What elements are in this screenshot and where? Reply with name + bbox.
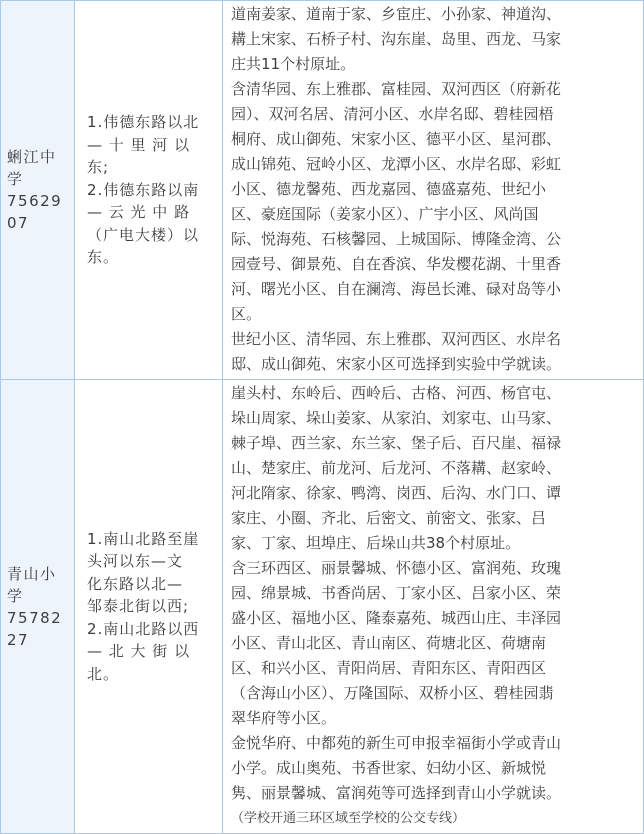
table-row — [1, 1, 644, 380]
area-line: 小学。成山奥苑、书香世家、妇幼小区、新城悦 — [231, 759, 547, 777]
area-cell — [223, 380, 644, 834]
boundary-line: 1.南山北路至崖 — [87, 529, 200, 548]
area-line: 园）、双河名居、清河小区、水岸名邸、碧桂园梧 — [231, 105, 554, 123]
area-line: 含清华园、东上雅郡、富桂园、双河西区（府新花 — [231, 80, 562, 98]
village-paragraph — [231, 381, 639, 556]
area-line: （含海山小区）、万隆国际、双桥小区、碧桂园翡 — [231, 684, 554, 702]
area-line: 盛小区、福地小区、隆泰嘉苑、城西山庄、丰泽园 — [231, 609, 562, 627]
area-line: 区、和兴小区、青阳尚居、青阳东区、青阳西区 — [231, 659, 547, 677]
area-line: 隽、丽景馨城、富润苑等可选择到青山小学就读。 — [231, 784, 562, 802]
boundary-line: 2.南山北路以西 — [87, 619, 200, 638]
area-line: 际、悦海苑、石核馨园、上城国际、博隆金湾、公 — [231, 230, 562, 248]
area-line: 园、绵景城、书香尚居、丁家小区、吕家小区、荣 — [231, 584, 562, 602]
school-code-line: 75629 — [7, 192, 63, 210]
school-code-line: 07 — [7, 214, 30, 232]
boundary-line: 东; — [87, 158, 110, 177]
area-line: 河、曙光小区、自在澜湾、海邑长滩、碌对岛等小 — [231, 280, 562, 298]
area-line: 区。 — [231, 305, 262, 323]
village-paragraph — [231, 2, 639, 77]
school-code-line: 27 — [7, 630, 30, 649]
area-line: 翠华府等小区。 — [231, 709, 337, 727]
boundary-line: — 十 里 河 以 — [87, 135, 191, 154]
area-line: 道南姜家、道南于家、乡宦庄、小孙家、神道沟、 — [231, 5, 562, 23]
area-line: 桐府、成山御苑、宋家小区、德平小区、星河郡、 — [231, 130, 562, 148]
area-line: 成山锦苑、冠岭小区、龙潭小区、水岸名邸、彩虹 — [231, 155, 562, 173]
boundary-line: 北。 — [87, 664, 120, 683]
area-line: 棘子埠、西兰家、东兰家、堡子后、百尺崖、福禄 — [231, 434, 562, 452]
area-line: 山、楚家庄、前龙河、后龙河、不落耩、赵家岭、 — [231, 459, 562, 477]
boundary-line: 2.伟德东路以南 — [87, 180, 200, 199]
boundary-line: — 北 大 街 以 — [87, 642, 191, 661]
area-line: 家、丁家、坦埠庄、后垛山共38个村原址。 — [231, 534, 521, 552]
boundary-cell — [75, 380, 223, 834]
school-name-line: 蜊江中 — [7, 148, 57, 166]
area-line: 庄共11个村原址。 — [231, 55, 356, 73]
school-name-line: 青山小 — [7, 564, 57, 583]
area-line: 邸、成山御苑、宋家小区可选择到实验中学就读。 — [231, 355, 562, 373]
area-line: 河北隋家、徐家、鸭湾、岗西、后沟、水门口、谭 — [231, 484, 562, 502]
area-line: 园壹号、御景苑、自在香滨、华发樱花湖、十里香 — [231, 255, 562, 273]
area-line: 崖头村、东岭后、西岭后、古格、河西、杨官屯、 — [231, 384, 562, 402]
boundary-line: 邹泰北街以西; — [87, 597, 190, 616]
area-line: 区、豪庭国际（姜家小区）、广宇小区、风尚国 — [231, 205, 539, 223]
area-line: 小区、德龙馨苑、西龙嘉园、德盛嘉苑、世纪小 — [231, 180, 547, 198]
boundary-line: 头河以东—文 — [87, 552, 184, 571]
area-line: 金悦华府、中都苑的新生可申报幸福街小学或青山 — [231, 734, 562, 752]
area-line: 家庄、小圈、齐北、后密文、前密文、张家、吕 — [231, 509, 547, 527]
school-code-line: 75782 — [7, 608, 63, 627]
choice-paragraph — [231, 327, 639, 377]
boundary-cell — [75, 1, 223, 380]
boundary-line: （广电大楼）以 — [87, 225, 200, 244]
school-name-line: 学 — [7, 586, 24, 605]
area-line: 世纪小区、清华园、东上雅郡、双河西区、水岸名 — [231, 330, 562, 348]
area-line: 耩上宋家、石桥子村、沟东崖、岛里、西龙、马家 — [231, 30, 562, 48]
community-paragraph — [231, 77, 639, 327]
area-line: 小区、青山北区、青山南区、荷塘北区、荷塘南 — [231, 634, 547, 652]
school-name-cell — [1, 1, 75, 380]
area-cell — [223, 1, 644, 380]
table-row — [1, 380, 644, 834]
school-name-cell — [1, 380, 75, 834]
school-name-line: 学 — [7, 170, 24, 188]
boundary-line: 东。 — [87, 248, 120, 267]
choice-paragraph — [231, 731, 639, 806]
boundary-line: — 云 光 中 路 — [87, 203, 191, 222]
bus-note — [231, 806, 639, 831]
area-line: 垛山周家、垛山姜家、从家泊、刘家屯、山马家、 — [231, 409, 562, 427]
area-line: 含三环西区、丽景馨城、怀德小区、富润苑、玫瑰 — [231, 559, 562, 577]
community-paragraph — [231, 556, 639, 731]
boundary-line: 化东路以北— — [87, 574, 184, 593]
bus-note-text: （学校开通三环区域至学校的公交专线） — [231, 811, 466, 826]
boundary-line: 1.伟德东路以北 — [87, 113, 200, 132]
